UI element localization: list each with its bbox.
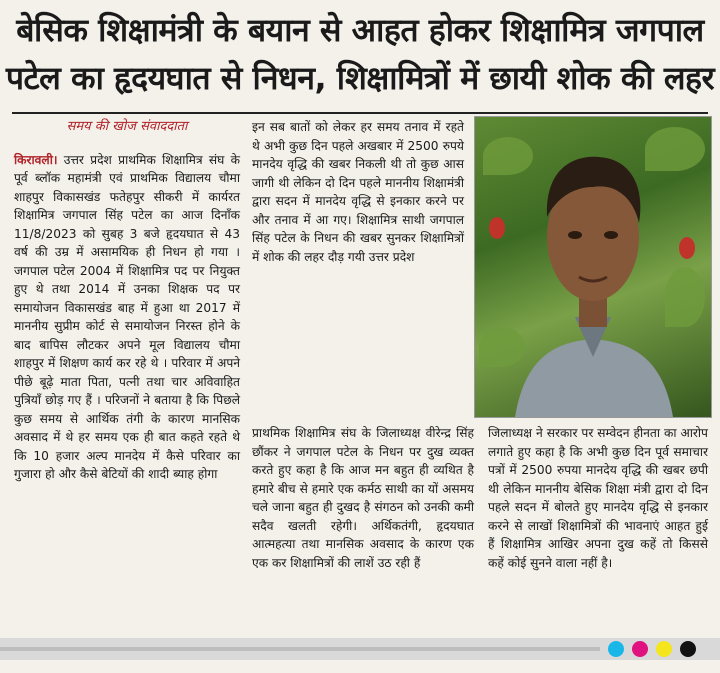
headline-line-1: बेसिक शिक्षामंत्री के बयान से आहत होकर शिक्षामित्र जगपाल	[16, 11, 704, 49]
article-column-4	[488, 424, 708, 572]
column-1-paragraph	[14, 151, 240, 484]
cyan-registration-dot	[608, 641, 624, 657]
article-column-1	[14, 118, 240, 484]
column-3-text: प्राथमिक शिक्षामित्र संघ के जिलाध्यक्ष वीरेन्द्र सिंह छौंकर ने जगपाल पटेल के निधन पर दुख व्यक्त करते हुए कहा है कि आज मन बहुत ही व्यथित है हमारे बीच से हमारे एक कर्मठ साथी का यों असमय चले जाना बहुत ही दुखद है संगठन को उनकी कमी सदैव खलती रहेगी। अर्थिकतंगी, हृदयघात आत्महत्या तथा मानसिक अवसाद के कारण एक एक कर शिक्षामित्रों की लाशें उठ रही हैं	[252, 426, 474, 570]
column-2-text: इन सब बातों को लेकर हर समय तनाव में रहते थे अभी कुछ दिन पहले अखबार में 2500 रुपये मानदेय वृद्धि की खबर निकली थी तो कुछ आस जागी थी लेकिन दो दिन पहले माननीय शिक्षामंत्री द्वारा सदन में मानदेय वृद्धि से इनकार करने पर और तनाव में आ गए। शिक्षामित्र साथी जगपाल सिंह पटेल के निधन की खबर सुनकर शिक्षामित्रों में शोक की लहर दौड़ गयी उत्तर प्रदेश	[252, 120, 464, 264]
dateline: किरावली।	[14, 152, 58, 167]
headline-rule	[12, 112, 708, 114]
article-column-2	[252, 118, 464, 266]
column-4-text: जिलाध्यक्ष ने सरकार पर सम्वेदन हीनता का आरोप लगाते हुए कहा है कि अभी कुछ दिन पूर्व समाचार पत्रों में 2500 रुपया मानदेय वृद्धि की खबर छपी थी लेकिन माननीय बेसिक शिक्षा मंत्री द्वारा दो दिन पहले सदन में बोलते हुए मानदेय वृद्धि से इनकार करने से लाखों शिक्षामित्रों की भावनाएं आहत हुई हैं शिक्षामित्र आखिर अपना दुख कहें तो किससे कहें कोई सुनने वाला नहीं है।	[488, 426, 708, 570]
article-column-3	[252, 424, 474, 572]
portrait-photo	[474, 116, 712, 418]
byline: समय की खोज संवाददाता	[66, 119, 188, 134]
black-registration-dot	[680, 641, 696, 657]
headline-line-2: पटेल का हृदयघात से निधन, शिक्षामित्रों में छायी शोक की लहर	[5, 59, 715, 97]
yellow-registration-dot	[656, 641, 672, 657]
person-figure	[475, 117, 711, 417]
magenta-registration-dot	[632, 641, 648, 657]
registration-stripe	[0, 647, 600, 651]
headline	[0, 0, 720, 112]
column-1-text: उत्तर प्रदेश प्राथमिक शिक्षामित्र संघ के पूर्व ब्लॉक महामंत्री एवं प्राथमिक विद्यालय चौमा शाहपुर विकासखंड फतेहपुर सीकरी में कार्यरत शिक्षामित्र जगपाल सिंह पटेल का आज दिनाँक 11/8/2023 को सुबह 3 बजे हृदयघात से 43 वर्ष की उम्र में असामयिक ही निधन हो गया । जगपाल पटेल 2004 में शिक्षामित्र पद पर नियुक्त हुए थे तथा 2014 में उनका शिक्षक पद पर समायोजन विकासखंड बाह में हुआ था 2017 में माननीय सुप्रीम कोर्ट से समायोजन निरस्त होने के बाद बापिस लौटकर अपने मूल विद्यालय चौमा शाहपुर में शिक्षण कार्य कर रहे थे । परिवार में अपने पीछे बूढ़े माता पिता, पत्नी तथा चार अविवाहित पुत्रियाँ छोड़ गए हैं । परिजनों ने बताया है कि पिछले कुछ समय से आर्थिक तंगी के कारण मानसिक अवसाद में थे हर समय एक ही बात कहते रहते थे कि 10 हजार अल्प मानदेय में कैसे परिवार का गुजारा हो और कैसे बेटियों की शादी ब्याह होगा	[14, 152, 240, 481]
